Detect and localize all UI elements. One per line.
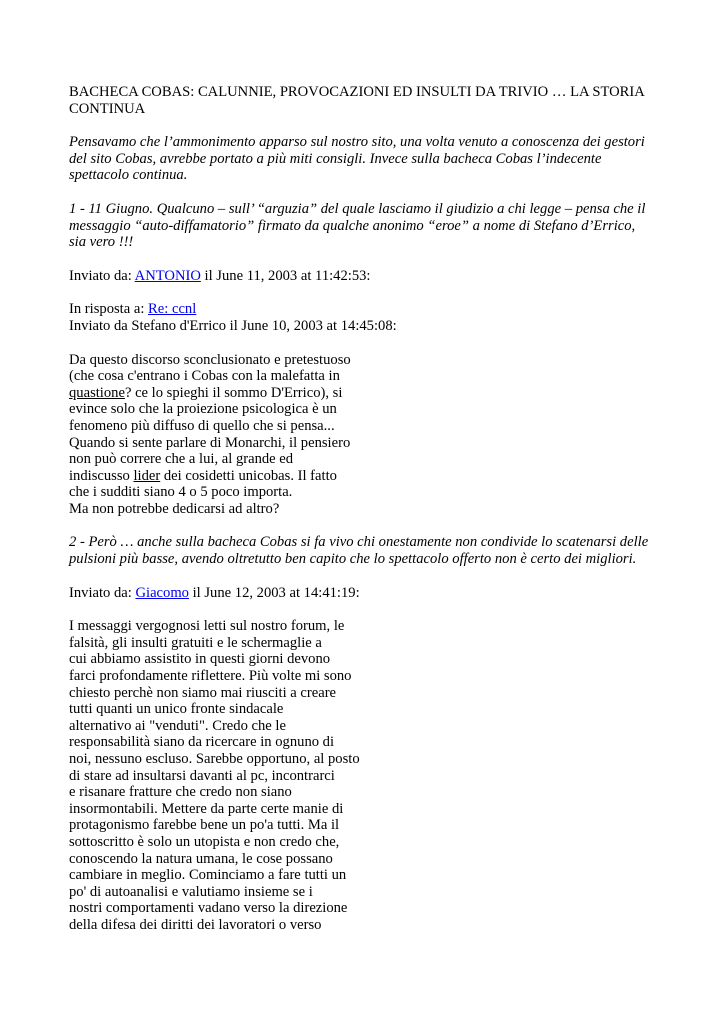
message-line: Ma non potrebbe dedicarsi ad altro? — [69, 500, 280, 517]
message-line: che i sudditi siano 4 o 5 poco importa. — [69, 484, 293, 501]
post-2-body — [69, 618, 669, 933]
intro-paragraph — [69, 134, 669, 184]
sent-by-date: il June 12, 2003 at 14:41:19: — [188, 584, 360, 601]
message-line: farci profondamente riflettere. Più volte mi sono — [69, 668, 352, 685]
title-line: CONTINUA — [69, 100, 146, 117]
message-line: protagonismo farebbe bene un po'a tutti. Ma il — [69, 817, 340, 834]
point-1-line: sia vero !!! — [69, 234, 134, 251]
message-line: non può correre che a lui, al grande ed — [69, 451, 294, 468]
message-line: Da questo discorso sconclusionato e pretestuoso — [69, 351, 351, 368]
message-line: falsità, gli insulti gratuiti e le schermaglie a — [69, 634, 322, 651]
author-link-antonio[interactable]: ANTONIO — [134, 267, 201, 284]
intro-line: del sito Cobas, avrebbe portato a più miti consigli. Invece sulla bacheca Cobas l’indecente — [69, 150, 602, 167]
sent-by-label: Inviato da: — [69, 267, 135, 284]
sent-by-date: il June 11, 2003 at 11:42:53: — [200, 267, 371, 284]
point-2-paragraph — [69, 534, 669, 567]
message-line: conoscendo la natura umana, le cose possano — [69, 850, 333, 867]
message-line: sottoscritto è solo un utopista e non credo che, — [69, 833, 340, 850]
post-1-sent-by — [69, 268, 669, 285]
point-1-line: 1 - 11 Giugno. Qualcuno – sull’ “arguzia” del quale lasciamo il giudizio a chi legge – pensa che il — [69, 200, 646, 217]
document-title — [69, 84, 669, 117]
message-line: (che cosa c'entrano i Cobas con la malefatta in — [69, 368, 340, 385]
sent-by-label: Inviato da: — [69, 584, 136, 601]
message-line: I messaggi vergognosi letti sul nostro forum, le — [69, 618, 345, 635]
reply-to-label: In risposta a: — [69, 301, 149, 318]
message-line: chiesto perchè non siamo mai riusciti a creare — [69, 684, 337, 701]
message-line: e risanare fratture che credo non siano — [69, 784, 292, 801]
document-page — [69, 84, 669, 951]
underlined-word: lider — [133, 467, 161, 484]
message-line: responsabilità siano da ricercare in ognuno di — [69, 734, 335, 751]
message-line: po' di autoanalisi e valutiamo insieme se i — [69, 883, 313, 900]
message-line: insormontabili. Mettere da parte certe manie di — [69, 800, 344, 817]
message-line: evince solo che la proiezione psicologica è un — [69, 401, 337, 418]
message-line: di stare ad insultarsi davanti al pc, incontrarci — [69, 767, 335, 784]
point-1-line: messaggio “auto-diffamatorio” firmato da qualche anonimo “eroe” a nome di Stefano d’Errico, — [69, 217, 636, 234]
message-line: alternativo ai "venduti". Credo che le — [69, 717, 286, 734]
intro-line: Pensavamo che l’ammonimento apparso sul nostro sito, una volta venuto a conoscenza dei gestori — [69, 134, 645, 151]
message-text: dei cosidetti unicobas. Il fatto — [160, 467, 337, 484]
message-text: ? ce lo spieghi il sommo D'Errico), si — [124, 384, 343, 401]
message-line: cui abbiamo assistito in questi giorni devono — [69, 651, 331, 668]
message-line: Quando si sente parlare di Monarchi, il pensiero — [69, 434, 351, 451]
point-2-line: pulsioni più basse, avendo oltretutto ben capito che lo spettacolo offerto non è certo dei migliori. — [69, 551, 637, 568]
post-1-body — [69, 352, 669, 518]
intro-line: spettacolo continua. — [69, 167, 188, 184]
post-1-reply-info — [69, 301, 669, 334]
message-line: della difesa dei diritti dei lavoratori o verso — [69, 916, 322, 933]
message-line: fenomeno più diffuso di quello che si pensa... — [69, 417, 335, 434]
message-line: noi, nessuno escluso. Sarebbe opportuno, al posto — [69, 751, 360, 767]
point-1-paragraph — [69, 201, 669, 251]
underlined-word: quastione — [69, 384, 125, 401]
author-link-giacomo[interactable]: Giacomo — [135, 584, 189, 601]
message-text: indiscusso — [69, 467, 134, 484]
point-2-line: 2 - Però … anche sulla bacheca Cobas si fa vivo chi onestamente non condivide lo scatenarsi delle — [69, 534, 649, 551]
message-line — [69, 468, 669, 485]
message-line: tutti quanti un unico fronte sindacale — [69, 701, 284, 718]
message-line — [69, 385, 669, 402]
post-2-sent-by — [69, 585, 669, 602]
reply-to-line — [69, 301, 669, 318]
reply-to-link[interactable]: Re: ccnl — [148, 301, 197, 318]
reply-sent-line: Inviato da Stefano d'Errico il June 10, 2003 at 14:45:08: — [69, 317, 397, 334]
message-line: nostri comportamenti vadano verso la direzione — [69, 900, 348, 917]
title-line: BACHECA COBAS: CALUNNIE, PROVOCAZIONI ED INSULTI DA TRIVIO … LA STORIA — [69, 84, 645, 100]
message-line: cambiare in meglio. Cominciamo a fare tutti un — [69, 867, 347, 884]
